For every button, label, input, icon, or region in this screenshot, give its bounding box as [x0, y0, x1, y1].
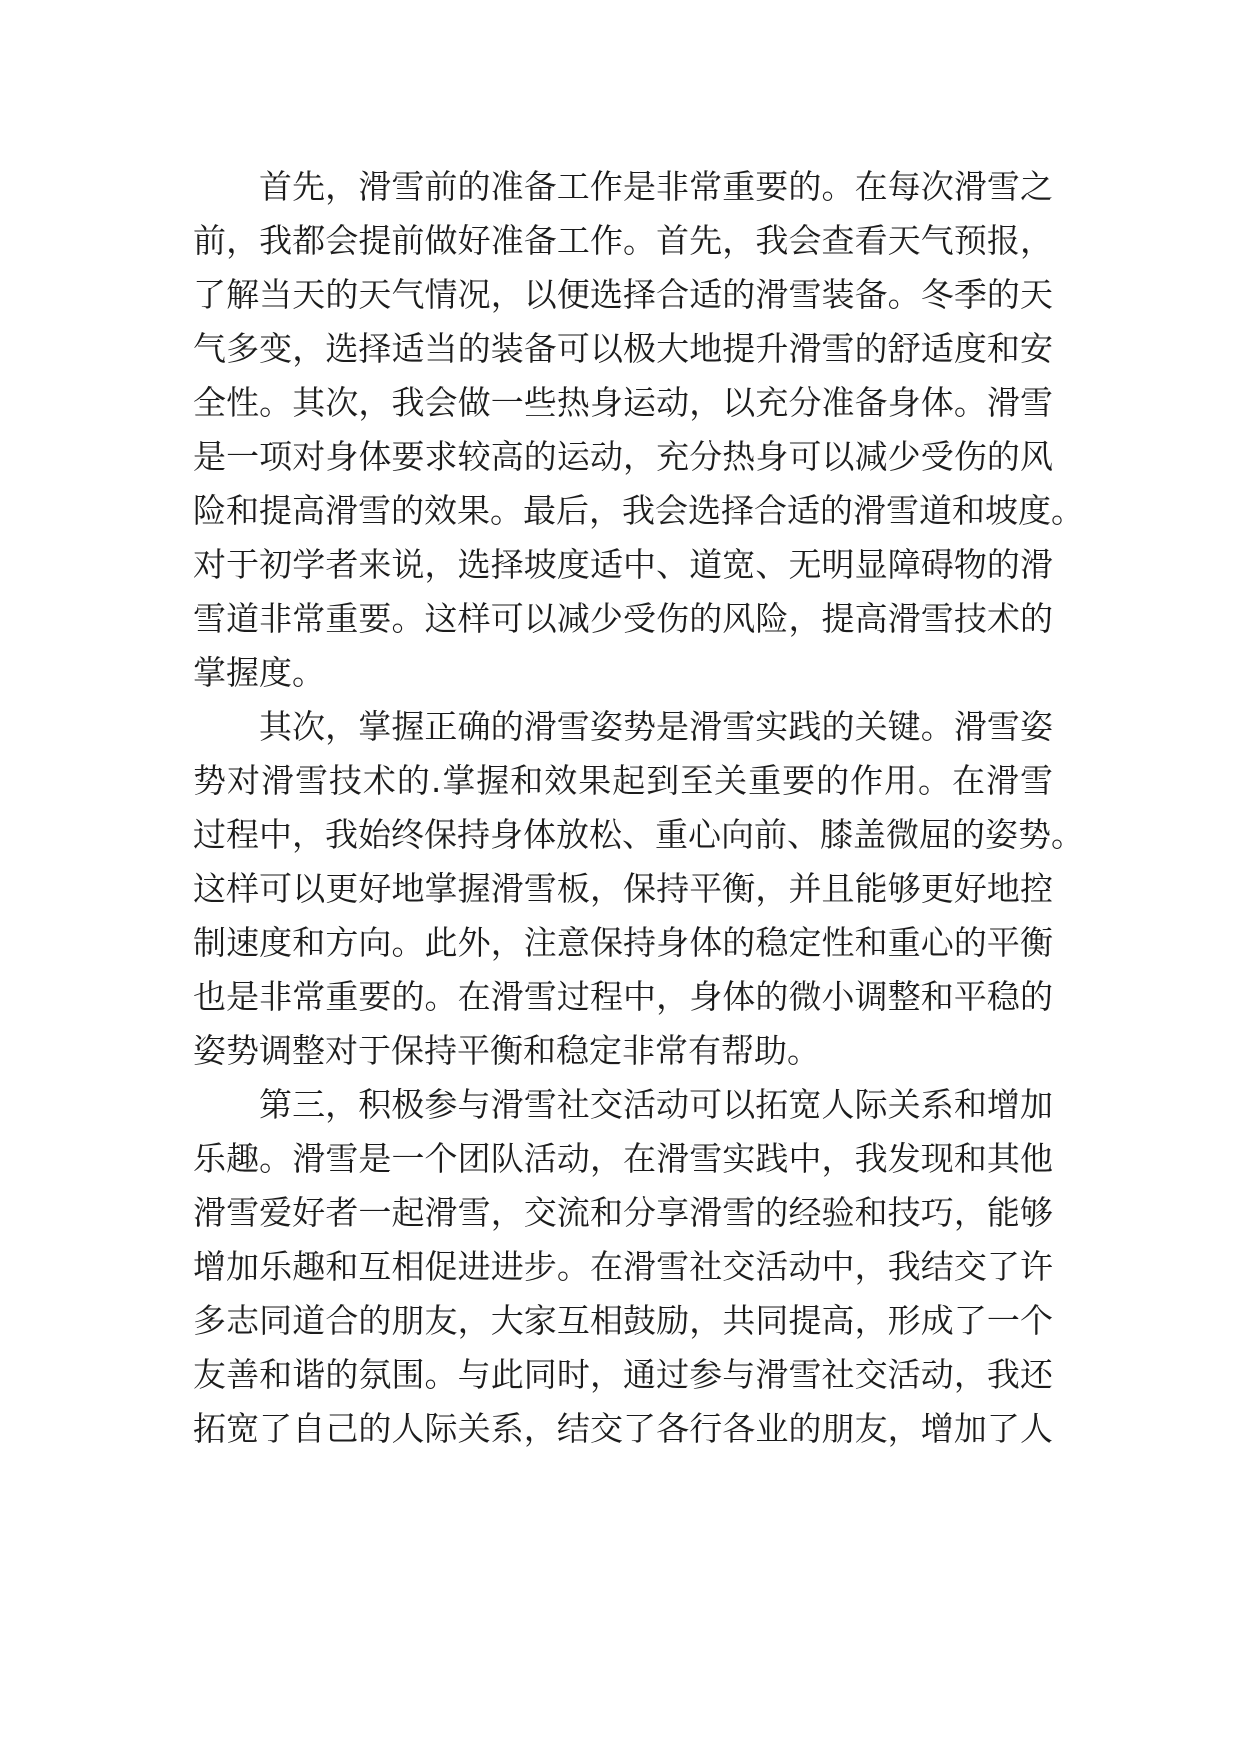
paragraph-line: 乐趣。滑雪是一个团队活动，在滑雪实践中，我发现和其他	[193, 1139, 1053, 1178]
paragraph-line: 险和提高滑雪的效果。最后，我会选择合适的滑雪道和坡度。	[193, 491, 1084, 530]
paragraph-line: 多志同道合的朋友，大家互相鼓励，共同提高，形成了一个	[193, 1301, 1053, 1340]
paragraph-line: 势对滑雪技术的.掌握和效果起到至关重要的作用。在滑雪	[193, 761, 1053, 800]
paragraph-line: 掌握度。	[193, 653, 325, 692]
paragraph-line: 雪道非常重要。这样可以减少受伤的风险，提高滑雪技术的	[193, 599, 1053, 638]
paragraph-posture	[193, 700, 1084, 1078]
paragraph-preparation	[193, 160, 1084, 700]
paragraph-line: 制速度和方向。此外，注意保持身体的稳定性和重心的平衡	[193, 923, 1053, 962]
paragraph-line: 滑雪爱好者一起滑雪，交流和分享滑雪的经验和技巧，能够	[193, 1193, 1053, 1232]
paragraph-line: 拓宽了自己的人际关系，结交了各行各业的朋友，增加了人	[193, 1409, 1053, 1448]
paragraph-line: 姿势调整对于保持平衡和稳定非常有帮助。	[193, 1031, 820, 1070]
paragraph-line: 友善和谐的氛围。与此同时，通过参与滑雪社交活动，我还	[193, 1355, 1053, 1394]
paragraph-line: 其次，掌握正确的滑雪姿势是滑雪实践的关键。滑雪姿	[259, 707, 1053, 746]
paragraph-line: 过程中，我始终保持身体放松、重心向前、膝盖微屈的姿势。	[193, 815, 1084, 854]
paragraph-line: 是一项对身体要求较高的运动，充分热身可以减少受伤的风	[193, 437, 1053, 476]
paragraph-line: 首先，滑雪前的准备工作是非常重要的。在每次滑雪之	[259, 167, 1053, 206]
paragraph-line: 气多变，选择适当的装备可以极大地提升滑雪的舒适度和安	[193, 329, 1053, 368]
document-body	[193, 160, 1084, 1456]
paragraph-line: 这样可以更好地掌握滑雪板，保持平衡，并且能够更好地控	[193, 869, 1053, 908]
paragraph-line: 第三，积极参与滑雪社交活动可以拓宽人际关系和增加	[259, 1085, 1053, 1124]
paragraph-social	[193, 1078, 1053, 1456]
paragraph-line: 增加乐趣和互相促进进步。在滑雪社交活动中，我结交了许	[193, 1247, 1053, 1286]
paragraph-line: 对于初学者来说，选择坡度适中、道宽、无明显障碍物的滑	[193, 545, 1053, 584]
paragraph-line: 也是非常重要的。在滑雪过程中，身体的微小调整和平稳的	[193, 977, 1053, 1016]
paragraph-line: 前，我都会提前做好准备工作。首先，我会查看天气预报，	[193, 221, 1053, 260]
paragraph-line: 全性。其次，我会做一些热身运动，以充分准备身体。滑雪	[193, 383, 1053, 422]
paragraph-line: 了解当天的天气情况，以便选择合适的滑雪装备。冬季的天	[193, 275, 1053, 314]
